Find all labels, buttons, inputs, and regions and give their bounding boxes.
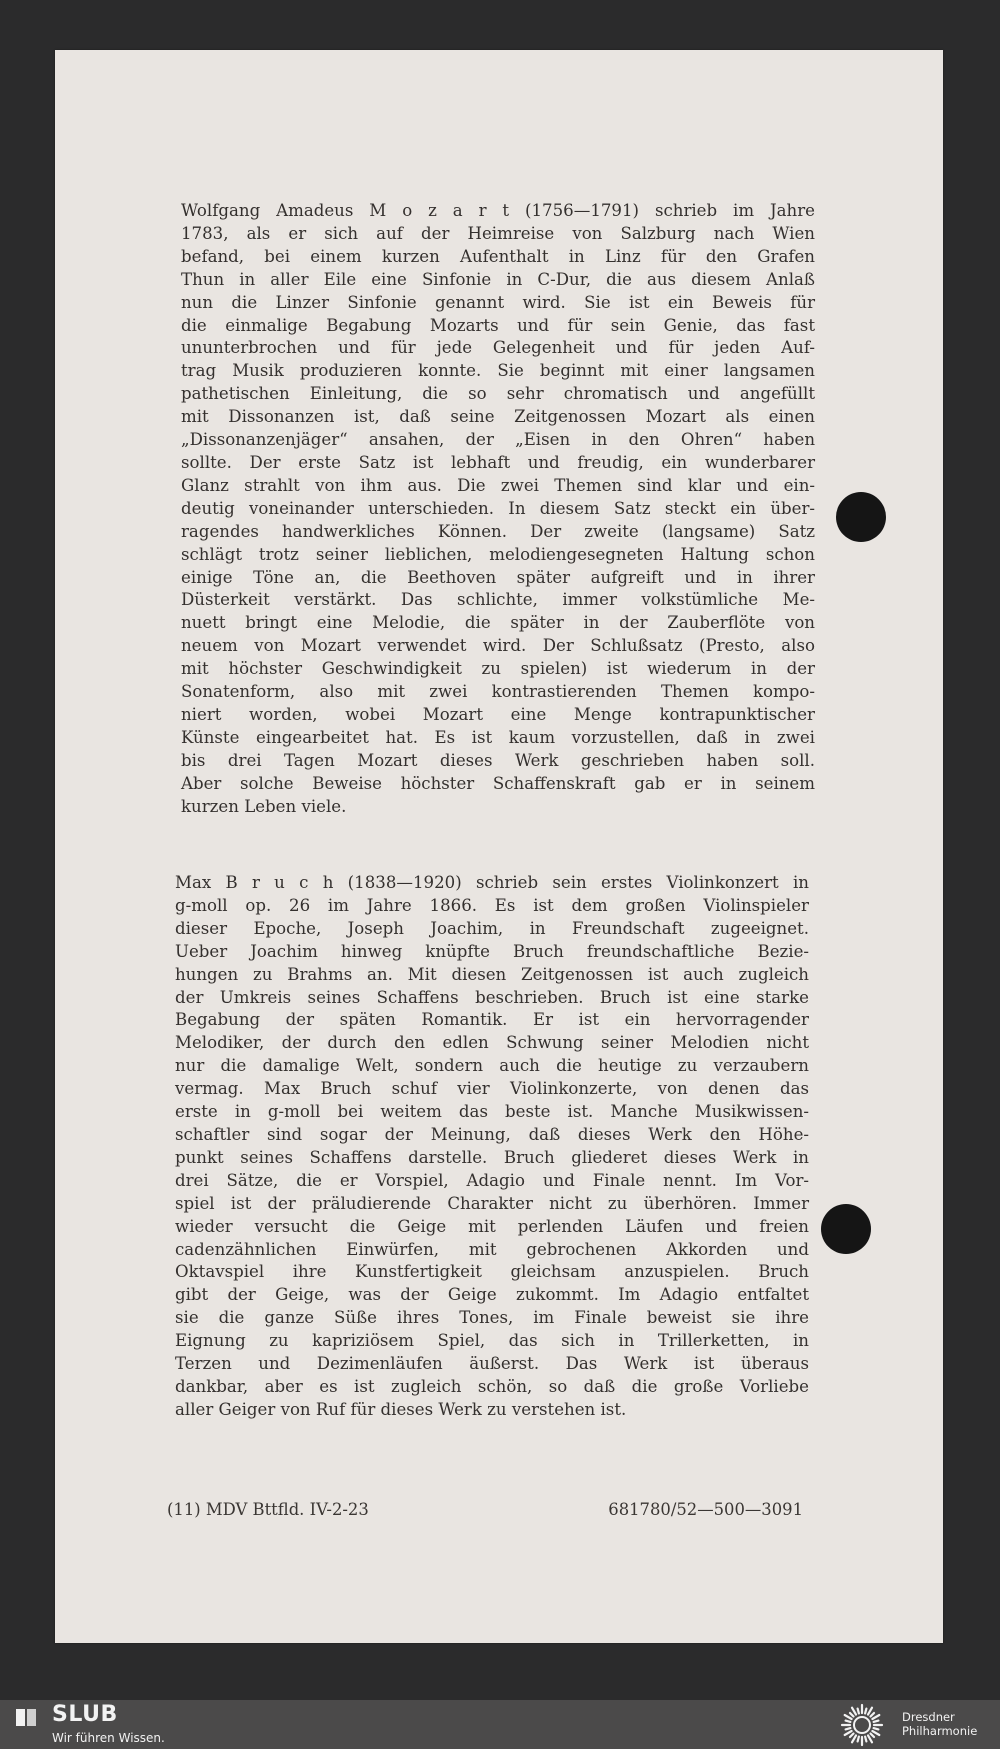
bruch-paragraph bbox=[175, 872, 809, 1422]
text-line: erste in g-moll bei weitem das beste ist. Manche Musikwissen- bbox=[175, 1102, 809, 1122]
footer-print-code: (11) MDV Bttfld. IV-2-23 bbox=[167, 1500, 369, 1519]
text-line: vermag. Max Bruch schuf vier Violinkonzerte, von denen das bbox=[175, 1079, 809, 1099]
text-line: die einmalige Begabung Mozarts und für sein Genie, das fast bbox=[181, 315, 815, 335]
text-line: der Umkreis seines Schaffens beschrieben. Bruch ist eine starke bbox=[175, 987, 809, 1007]
text-line: trag Musik produzieren konnte. Sie beginnt mit einer langsamen bbox=[181, 361, 815, 381]
text-line: punkt seines Schaffens darstelle. Bruch gliederet dieses Werk in bbox=[175, 1147, 809, 1167]
text-line: befand, bei einem kurzen Aufenthalt in Linz für den Grafen bbox=[181, 246, 815, 266]
text-line: Begabung der späten Romantik. Er ist ein hervorragender bbox=[175, 1010, 809, 1030]
partner-name[interactable] bbox=[902, 1710, 977, 1738]
punch-hole bbox=[836, 492, 886, 542]
punch-hole bbox=[821, 1204, 871, 1254]
text-line: schaftler sind sogar der Meinung, daß dieses Werk den Höhe- bbox=[175, 1124, 809, 1144]
slub-tagline: Wir führen Wissen. bbox=[52, 1731, 165, 1745]
text-line: mit höchster Geschwindigkeit zu spielen) ist wiederum in der bbox=[181, 659, 815, 679]
text-line: gibt der Geige, was der Geige zukommt. Im Adagio entfaltet bbox=[175, 1285, 809, 1305]
text-line: schlägt trotz seiner lieblichen, melodiengesegneten Haltung schon bbox=[181, 544, 815, 564]
text-line: neuem von Mozart verwendet wird. Der Schlußsatz (Presto, also bbox=[181, 636, 815, 656]
text-line: g-moll op. 26 im Jahre 1866. Es ist dem großen Violinspieler bbox=[175, 895, 809, 915]
text-line: Düsterkeit verstärkt. Das schlichte, immer volkstümliche Me- bbox=[181, 590, 815, 610]
text-line: aller Geiger von Ruf für dieses Werk zu verstehen ist. bbox=[175, 1399, 627, 1419]
sunburst-logo-icon[interactable] bbox=[840, 1703, 884, 1747]
book-icon[interactable] bbox=[15, 1707, 37, 1729]
text-line: mit Dissonanzen ist, daß seine Zeitgenossen Mozart als einen bbox=[181, 407, 815, 427]
text-line: nun die Linzer Sinfonie genannt wird. Sie ist ein Beweis für bbox=[181, 292, 815, 312]
text-line: kurzen Leben viele. bbox=[181, 796, 347, 816]
text-line: Wolfgang Amadeus M o z a r t (1756—1791) schrieb im Jahre bbox=[181, 201, 815, 220]
text-line: Melodiker, der durch den edlen Schwung seiner Melodien nicht bbox=[175, 1033, 809, 1053]
slub-title[interactable]: SLUB bbox=[52, 1702, 118, 1727]
text-line: Max B r u c h (1838—1920) schrieb sein erstes Violinkonzert in bbox=[175, 873, 809, 892]
text-line: dankbar, aber es ist zugleich schön, so daß die große Vorliebe bbox=[175, 1376, 809, 1396]
mozart-paragraph bbox=[181, 200, 815, 818]
text-line: nur die damalige Welt, sondern auch die heutige zu verzaubern bbox=[175, 1056, 809, 1076]
footer-order-number: 681780/52—500—3091 bbox=[608, 1500, 803, 1519]
text-line: spiel ist der präludierende Charakter nicht zu überhören. Immer bbox=[175, 1193, 809, 1213]
text-line: Aber solche Beweise höchster Schaffenskraft gab er in seinem bbox=[181, 773, 815, 793]
text-line: sollte. Der erste Satz ist lebhaft und freudig, ein wunderbarer bbox=[181, 452, 815, 472]
partner-name-line2: Philharmonie bbox=[902, 1724, 978, 1738]
text-line: pathetischen Einleitung, die so sehr chromatisch und angefüllt bbox=[181, 384, 815, 404]
text-line: dieser Epoche, Joseph Joachim, in Freundschaft zugeeignet. bbox=[175, 918, 809, 938]
text-line: Thun in aller Eile eine Sinfonie in C-Dur, die aus diesem Anlaß bbox=[181, 269, 815, 289]
text-line: Ueber Joachim hinweg knüpfte Bruch freundschaftliche Bezie- bbox=[175, 941, 809, 961]
viewer-footer-bar bbox=[0, 1700, 1000, 1749]
document-page bbox=[55, 50, 943, 1643]
text-line: hungen zu Brahms an. Mit diesen Zeitgenossen ist auch zugleich bbox=[175, 964, 809, 984]
text-line: bis drei Tagen Mozart dieses Werk geschrieben haben soll. bbox=[181, 750, 815, 770]
text-line: drei Sätze, die er Vorspiel, Adagio und Finale nennt. Im Vor- bbox=[175, 1170, 809, 1190]
text-line: deutig voneinander unterschieden. In diesem Satz steckt ein über- bbox=[181, 498, 815, 518]
partner-name-line1: Dresdner bbox=[902, 1710, 955, 1724]
text-line: Eignung zu kapriziösem Spiel, das sich in Trillerketten, in bbox=[175, 1331, 809, 1351]
text-line: „Dissonanzenjäger“ ansahen, der „Eisen in den Ohren“ haben bbox=[181, 430, 815, 450]
text-line: Oktavspiel ihre Kunstfertigkeit gleichsam anzuspielen. Bruch bbox=[175, 1262, 809, 1282]
text-line: niert worden, wobei Mozart eine Menge kontrapunktischer bbox=[181, 704, 815, 724]
text-line: ragendes handwerkliches Können. Der zweite (langsame) Satz bbox=[181, 521, 815, 541]
text-line: Glanz strahlt von ihm aus. Die zwei Themen sind klar und ein- bbox=[181, 475, 815, 495]
text-line: sie die ganze Süße ihres Tones, im Finale beweist sie ihre bbox=[175, 1308, 809, 1328]
text-line: Terzen und Dezimenläufen äußerst. Das Werk ist überaus bbox=[175, 1354, 809, 1374]
text-line: Künste eingearbeitet hat. Es ist kaum vorzustellen, daß in zwei bbox=[181, 727, 815, 747]
text-line: cadenzähnlichen Einwürfen, mit gebrochenen Akkorden und bbox=[175, 1239, 809, 1259]
text-line: einige Töne an, die Beethoven später aufgreift und in ihrer bbox=[181, 567, 815, 587]
text-line: wieder versucht die Geige mit perlenden Läufen und freien bbox=[175, 1216, 809, 1236]
text-line: nuett bringt eine Melodie, die später in der Zauberflöte von bbox=[181, 613, 815, 633]
text-line: Sonatenform, also mit zwei kontrastierenden Themen kompo- bbox=[181, 682, 815, 702]
text-line: ununterbrochen und für jede Gelegenheit und für jeden Auf- bbox=[181, 338, 815, 358]
text-line: 1783, als er sich auf der Heimreise von Salzburg nach Wien bbox=[181, 223, 815, 243]
